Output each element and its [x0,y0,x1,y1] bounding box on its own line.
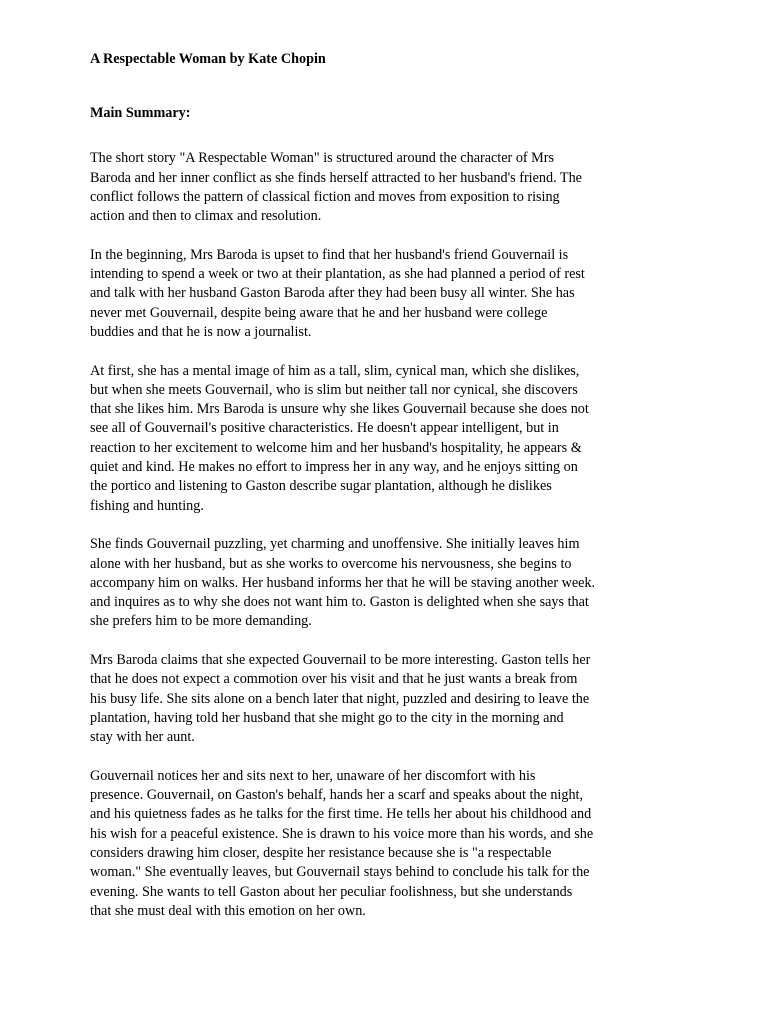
paragraph [90,246,635,342]
document-title: A Respectable Woman by Kate Chopin [90,51,326,67]
text-line: and his quietness fades as he talks for the first time. He tells her about his childhood and [90,806,592,823]
paragraph [90,362,635,516]
text-line: quiet and kind. He makes no effort to impress her in any way, and he enjoys sitting on [90,459,578,476]
text-line: At first, she has a mental image of him as a tall, slim, cynical man, which she dislikes, [90,362,580,379]
text-line: Gouvernail notices her and sits next to her, unaware of her discomfort with his [90,767,536,784]
text-line: his wish for a peaceful existence. She is drawn to his voice more than his words, and she [90,825,594,842]
text-line: The short story "A Respectable Woman" is structured around the character of Mrs [90,150,555,167]
text-line: presence. Gouvernail, on Gaston's behalf, hands her a scarf and speaks about the night, [90,787,584,804]
text-line: and inquires as to why she does not want him to. Gaston is delighted when she says that [90,594,589,611]
text-line: she prefers him to be more demanding. [90,613,312,630]
text-line: woman." She eventually leaves, but Gouvernail stays behind to conclude his talk for the [90,864,590,881]
text-line: evening. She wants to tell Gaston about her peculiar foolishness, but she understands [90,883,573,900]
paragraph [90,149,635,226]
text-line: his busy life. She sits alone on a bench later that night, puzzled and desiring to leave the [90,690,590,707]
text-line: In the beginning, Mrs Baroda is upset to find that her husband's friend Gouvernail is [90,246,569,263]
text-line: stay with her aunt. [90,729,195,746]
text-line: accompany him on walks. Her husband informs her that he will be staving another week. [90,574,596,591]
text-line: fishing and hunting. [90,497,204,514]
text-line: that he does not expect a commotion over his visit and that he just wants a break from [90,671,578,688]
document-page [90,50,635,940]
text-line: alone with her husband, but as she works to overcome his nervousness, she begins to [90,555,572,572]
text-line: the portico and listening to Gaston describe sugar plantation, although he dislikes [90,478,552,495]
paragraph [90,767,635,921]
paragraph [90,535,635,631]
text-line: never met Gouvernail, despite being aware that he and her husband were college [90,304,548,321]
text-line: buddies and that he is now a journalist. [90,323,312,340]
text-line: plantation, having told her husband that she might go to the city in the morning and [90,709,564,726]
text-line: see all of Gouvernail's positive characteristics. He doesn't appear intelligent, but in [90,420,559,437]
body-text [90,149,635,921]
text-line: intending to spend a week or two at their plantation, as she had planned a period of rest [90,266,585,283]
text-line: Baroda and her inner conflict as she finds herself attracted to her husband's friend. The [90,169,582,186]
text-line: and talk with her husband Gaston Baroda after they had been busy all winter. She has [90,285,575,302]
section-heading: Main Summary: [90,104,191,121]
text-line: reaction to her excitement to welcome him and her husband's hospitality, he appears & [90,439,582,456]
text-line: Mrs Baroda claims that she expected Gouvernail to be more interesting. Gaston tells her [90,652,591,668]
paragraph [90,651,635,747]
text-line: but when she meets Gouvernail, who is slim but neither tall nor cynical, she discovers [90,381,578,398]
text-line: that she must deal with this emotion on her own. [90,902,366,919]
text-line: action and then to climax and resolution. [90,208,322,225]
text-line: conflict follows the pattern of classical fiction and moves from exposition to rising [90,188,560,205]
text-line: She finds Gouvernail puzzling, yet charming and unoffensive. She initially leaves him [90,536,580,553]
text-line: considers drawing him closer, despite her resistance because she is "a respectable [90,844,552,861]
text-line: that she likes him. Mrs Baroda is unsure why she likes Gouvernail because she does not [90,401,589,418]
